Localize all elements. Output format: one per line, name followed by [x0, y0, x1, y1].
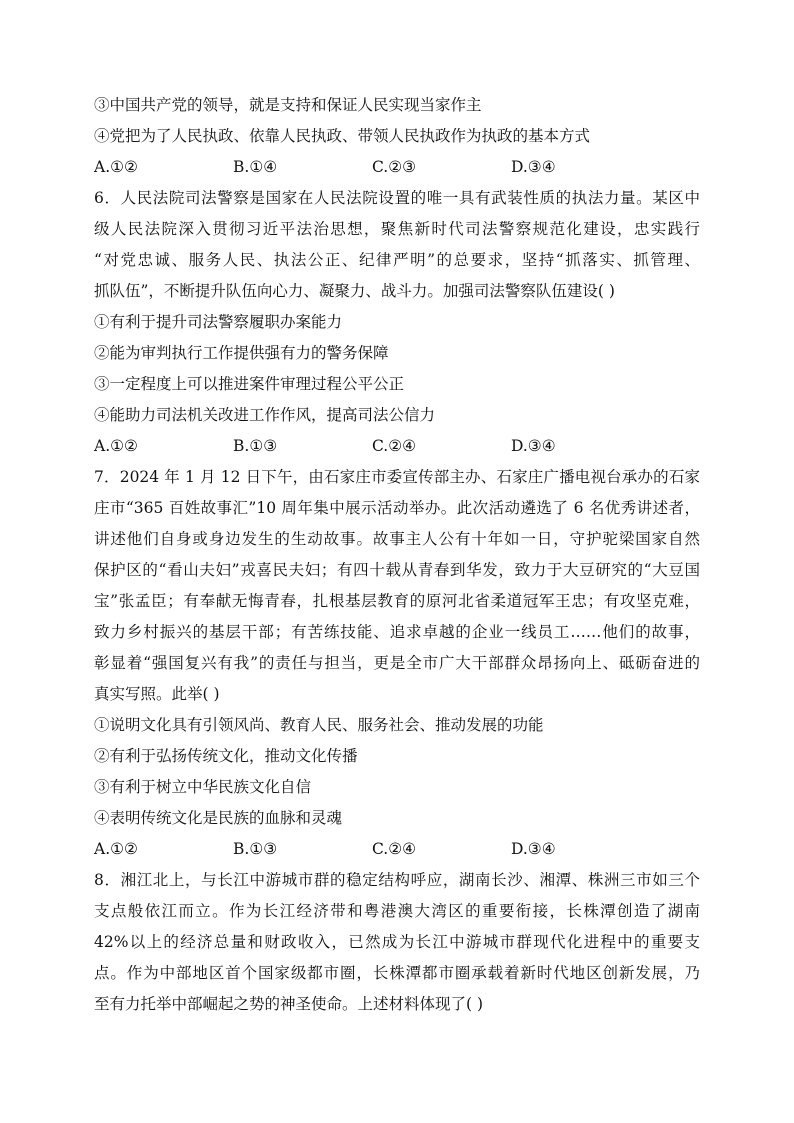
- question-stem-line: 至有力托举中部崛起之势的神圣使命。上述材料体现了( ): [94, 995, 484, 1013]
- question-stem-line: “对党忠诚、服务人民、执法公正、纪律严明”的总要求，坚持“抓落实、抓管理、: [94, 251, 700, 269]
- question-6: [94, 183, 700, 462]
- exam-page: [94, 90, 700, 1020]
- option-d: D.③④: [511, 437, 556, 455]
- question-stem-line: 点。作为中部地区首个国家级都市圈，长株潭都市圈承载着新时代地区创新发展，乃: [94, 964, 700, 982]
- option-b: B.①③: [233, 840, 278, 858]
- answer-options: [94, 834, 700, 865]
- question-stem-line: 彰显着“强国复兴有我”的责任与担当，更是全市广大干部群众昂扬向上、砥砺奋进的: [94, 654, 700, 672]
- question-stem-line: 庄市“365 百姓故事汇”10 周年集中展示活动举办。此次活动遴选了 6 名优秀讲述者，: [94, 499, 700, 517]
- option-b: B.①③: [233, 437, 278, 455]
- question-stem-line: 6．人民法院司法警察是国家在人民法院设置的唯一具有武装性质的执法力量。某区中: [94, 189, 700, 207]
- prev-question: [94, 90, 700, 183]
- question-8: [94, 865, 700, 1020]
- question-stem-line: 8．湘江北上，与长江中游城市群的稳定结构呼应，湖南长沙、湘潭、株洲三市如三个: [94, 871, 700, 889]
- question-stem-line: 7．2024 年 1 月 12 日下午，由石家庄市委宣传部主办、石家庄广播电视台承办的石家: [94, 468, 700, 486]
- option-b: B.①④: [233, 158, 278, 176]
- statement-item: ④表明传统文化是民族的血脉和灵魂: [94, 809, 343, 827]
- question-stem-line: 42%以上的经济总量和财政收入，已然成为长江中游城市群现代化进程中的重要支: [94, 933, 700, 951]
- option-c: C.②③: [372, 158, 417, 176]
- statement-item: ④党把为了人民执政、依靠人民执政、带领人民执政作为执政的基本方式: [94, 127, 591, 145]
- statement-item: ②能为审判执行工作提供强有力的警务保障: [94, 344, 389, 362]
- question-stem-line: 支点般依江而立。作为长江经济带和粤港澳大湾区的重要衔接，长株潭创造了湖南: [94, 902, 700, 920]
- question-stem-line: 真实写照。此举( ): [94, 685, 220, 703]
- option-d: D.③④: [511, 840, 556, 858]
- answer-options: [94, 431, 700, 462]
- statement-item: ①说明文化具有引领风尚、教育人民、服务社会、推动发展的功能: [94, 716, 544, 734]
- question-stem-line: 致力乡村振兴的基层干部；有苦练技能、追求卓越的企业一线员工……他们的故事，: [94, 623, 700, 641]
- question-stem-line: 级人民法院深入贯彻习近平法治思想，聚焦新时代司法警察规范化建设，忠实践行: [94, 220, 700, 238]
- question-7: [94, 462, 700, 865]
- statement-item: ④能助力司法机关改进工作作风，提高司法公信力: [94, 406, 436, 424]
- option-d: D.③④: [511, 158, 556, 176]
- statement-item: ③中国共产党的领导，就是支持和保证人民实现当家作主: [94, 96, 482, 114]
- statement-item: ③有利于树立中华民族文化自信: [94, 778, 312, 796]
- option-c: C.②④: [372, 840, 417, 858]
- question-stem-line: 抓队伍”，不断提升队伍向心力、凝聚力、战斗力。加强司法警察队伍建设( ): [94, 282, 615, 300]
- answer-options: [94, 152, 700, 183]
- option-c: C.②④: [372, 437, 417, 455]
- option-a: A.①②: [94, 840, 138, 858]
- option-a: A.①②: [94, 437, 138, 455]
- statement-item: ③一定程度上可以推进案件审理过程公平公正: [94, 375, 405, 393]
- question-stem-line: 讲述他们自身或身边发生的生动故事。故事主人公有十年如一日，守护驼梁国家自然: [94, 530, 700, 548]
- question-stem-line: 宝”张孟臣；有奉献无悔青春，扎根基层教育的原河北省柔道冠军王忠；有攻坚克难，: [94, 592, 700, 610]
- question-stem-line: 保护区的“看山夫妇”戎喜民夫妇；有四十载从青春到华发，致力于大豆研究的“大豆国: [94, 561, 700, 579]
- statement-item: ②有利于弘扬传统文化，推动文化传播: [94, 747, 358, 765]
- statement-item: ①有利于提升司法警察履职办案能力: [94, 313, 343, 331]
- option-a: A.①②: [94, 158, 138, 176]
